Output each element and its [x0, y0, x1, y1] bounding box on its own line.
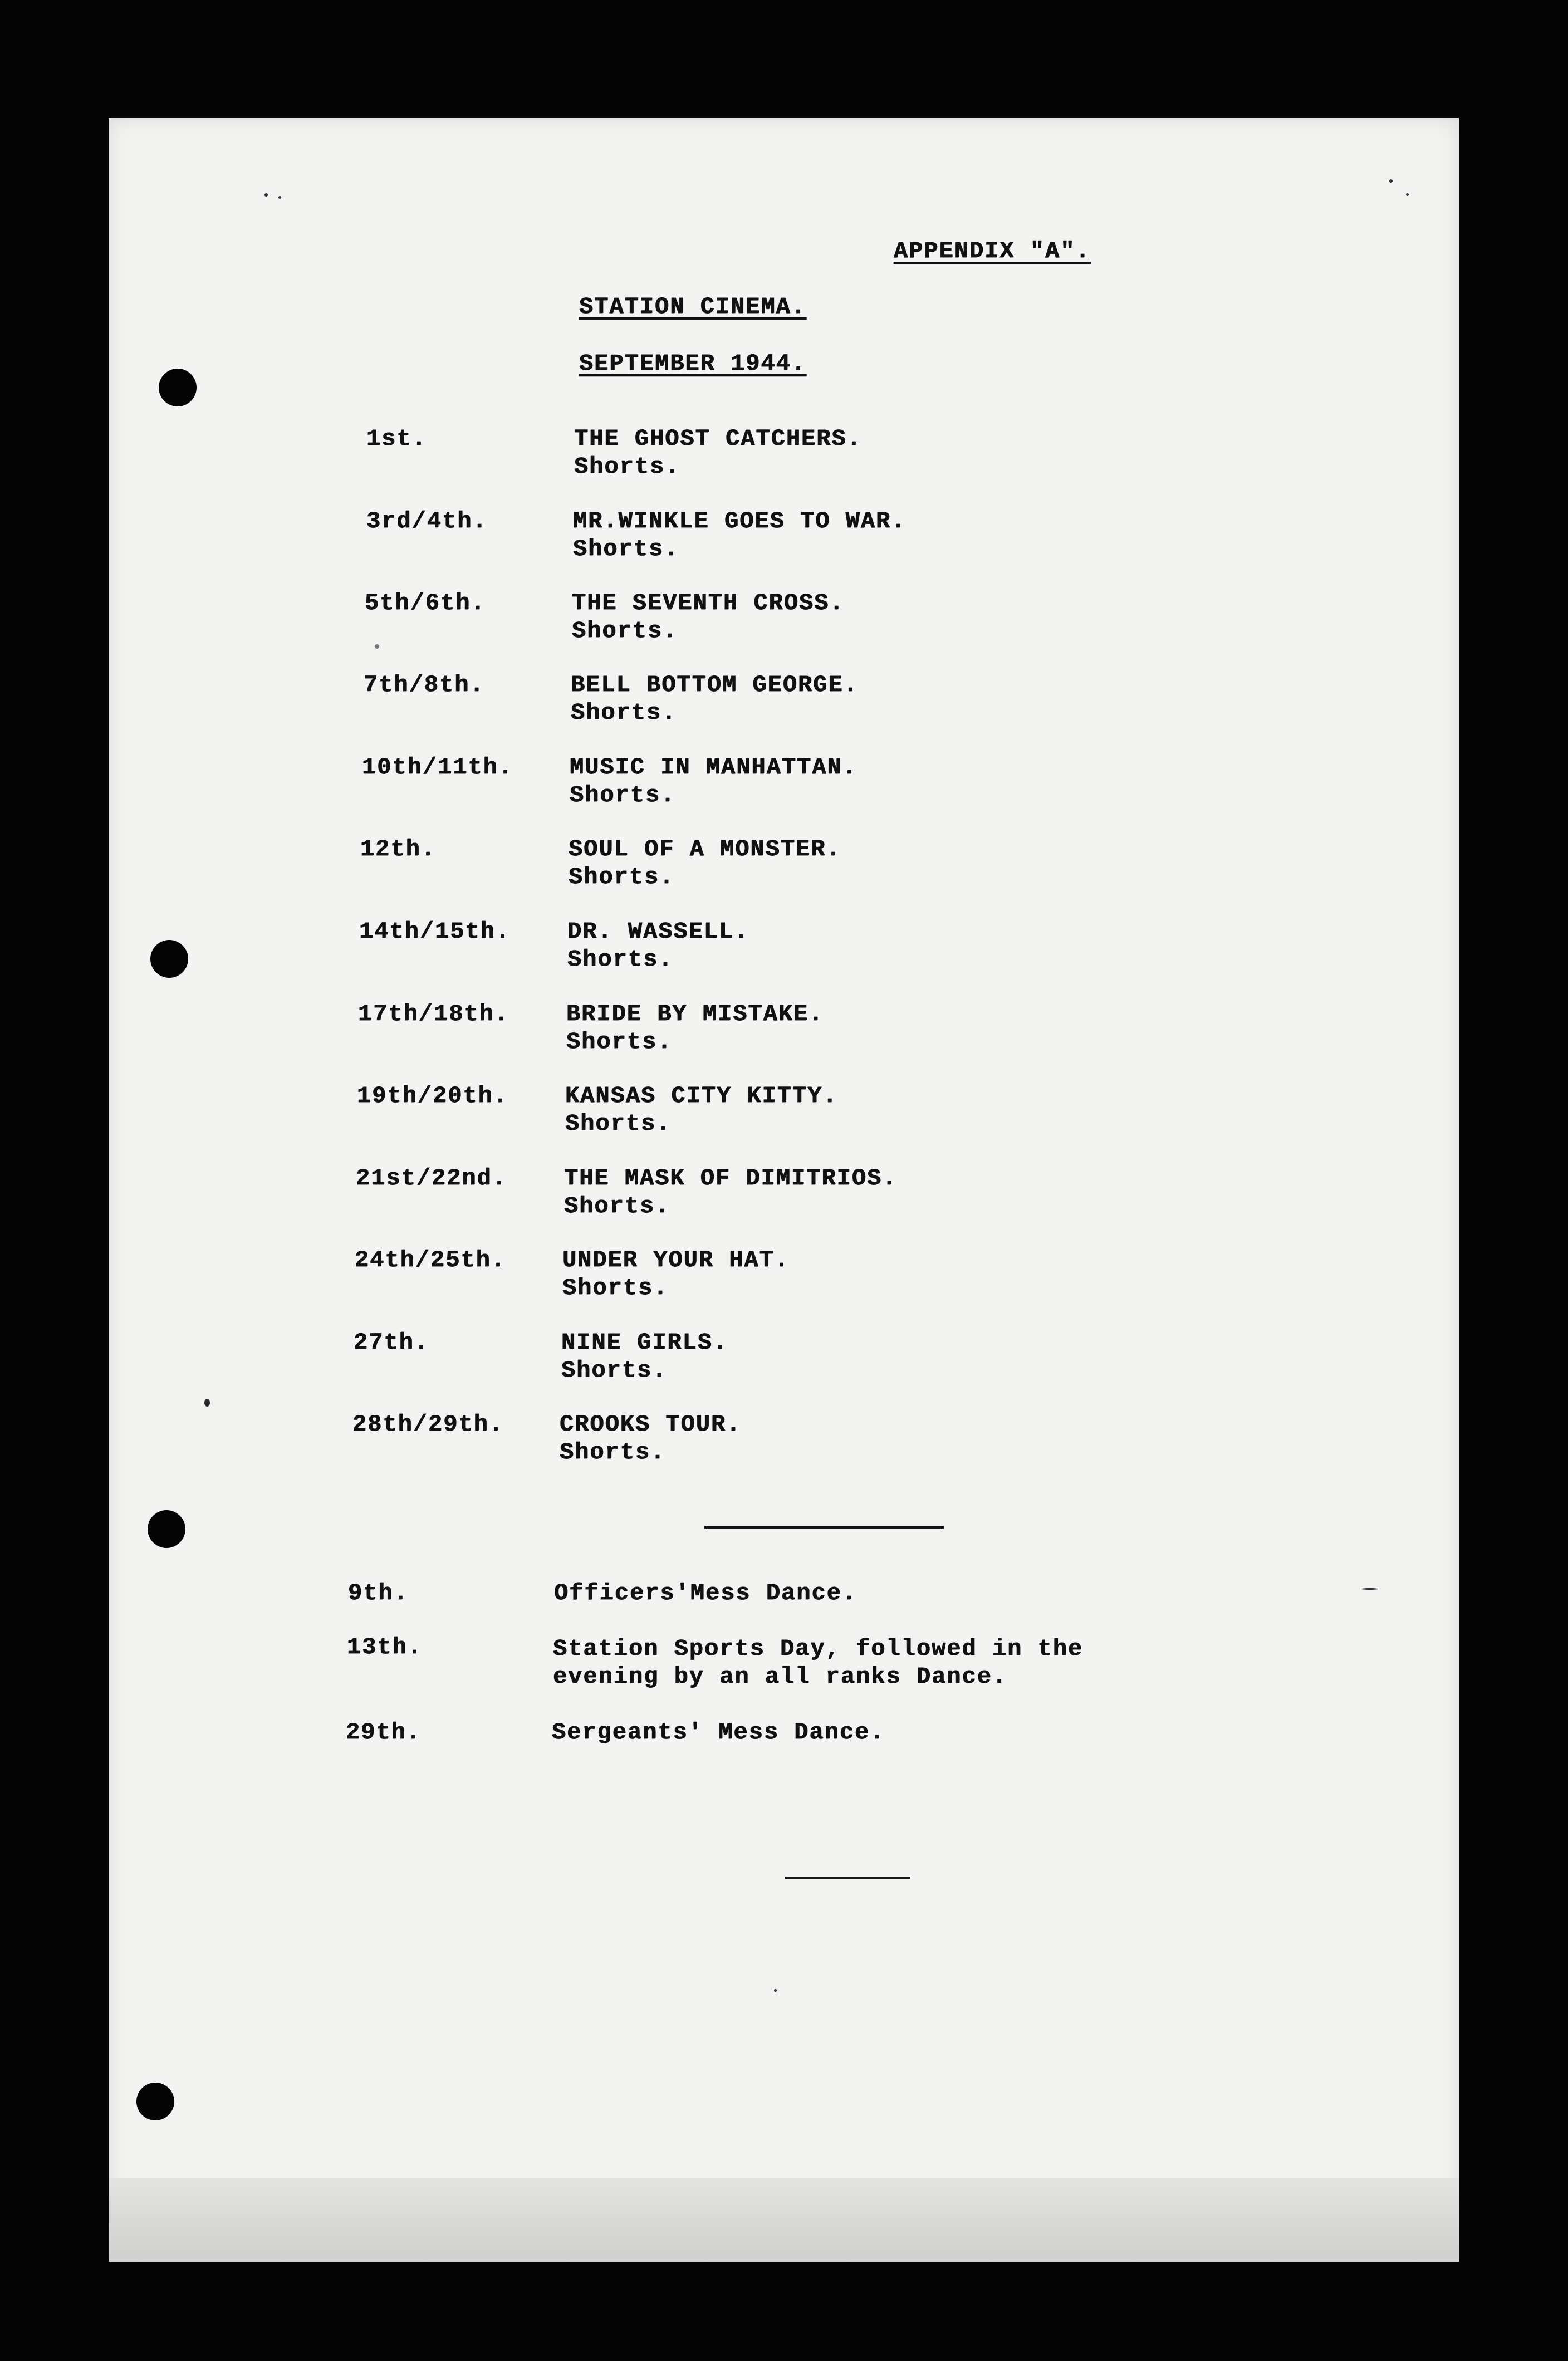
event-description: Station Sports Day, followed in the — [553, 1635, 1084, 1662]
end-divider — [785, 1877, 910, 1879]
document-page — [109, 118, 1459, 2262]
entry-date: 27th. — [354, 1329, 430, 1356]
film-title: MUSIC IN MANHATTAN. — [570, 754, 857, 781]
page-bottom-shade — [109, 2178, 1459, 2262]
film-title: CROOKS TOUR. — [560, 1411, 742, 1438]
film-note: Shorts. — [566, 1028, 673, 1055]
film-title: THE SEVENTH CROSS. — [572, 590, 845, 616]
film-note: Shorts. — [565, 1110, 672, 1137]
film-title: BELL BOTTOM GEORGE. — [571, 672, 859, 698]
film-note: Shorts. — [564, 1193, 670, 1219]
punch-hole — [136, 2083, 174, 2120]
entry-date: 1st. — [366, 425, 427, 452]
entry-date: 7th/8th. — [364, 672, 485, 698]
film-note: Shorts. — [567, 946, 674, 973]
entry-date: 28th/29th. — [352, 1411, 504, 1438]
film-note: Shorts. — [573, 536, 679, 562]
entry-date: 5th/6th. — [365, 590, 486, 616]
film-title: BRIDE BY MISTAKE. — [566, 1001, 824, 1027]
event-description: Officers'Mess Dance. — [554, 1580, 857, 1606]
document-title: STATION CINEMA. — [579, 293, 807, 320]
film-note: Shorts. — [574, 453, 680, 480]
section-divider — [704, 1526, 944, 1529]
film-title: KANSAS CITY KITTY. — [565, 1082, 838, 1109]
event-description-continued: evening by an all ranks Dance. — [553, 1663, 1008, 1690]
film-note: Shorts. — [571, 699, 677, 726]
film-note: Shorts. — [561, 1357, 668, 1384]
entry-date: 17th/18th. — [358, 1001, 510, 1027]
punch-hole — [159, 369, 197, 406]
document-month: SEPTEMBER 1944. — [579, 350, 807, 377]
entry-date: 10th/11th. — [362, 754, 514, 781]
entry-date: 21st/22nd. — [356, 1165, 508, 1192]
appendix-label: APPENDIX "A". — [894, 238, 1091, 264]
film-title: MR.WINKLE GOES TO WAR. — [573, 508, 906, 535]
event-date: 29th. — [346, 1719, 422, 1746]
film-note: Shorts. — [569, 864, 675, 890]
entry-date: 12th. — [360, 836, 437, 863]
film-title: UNDER YOUR HAT. — [562, 1247, 790, 1273]
film-note: Shorts. — [562, 1275, 669, 1301]
entry-date: 24th/25th. — [355, 1247, 507, 1273]
film-title: SOUL OF A MONSTER. — [569, 836, 841, 863]
film-note: Shorts. — [560, 1439, 666, 1466]
event-date: 9th. — [348, 1580, 409, 1606]
entry-date: 19th/20th. — [357, 1082, 509, 1109]
punch-hole — [148, 1510, 185, 1548]
event-description: Sergeants' Mess Dance. — [552, 1719, 885, 1746]
event-date: 13th. — [347, 1634, 423, 1660]
film-note: Shorts. — [570, 782, 676, 809]
film-note: Shorts. — [572, 618, 678, 644]
film-title: THE GHOST CATCHERS. — [574, 425, 862, 452]
punch-hole — [150, 940, 188, 978]
film-title: THE MASK OF DIMITRIOS. — [564, 1165, 898, 1192]
film-title: DR. WASSELL. — [567, 918, 749, 945]
entry-date: 3rd/4th. — [366, 508, 488, 535]
entry-date: 14th/15th. — [359, 918, 511, 945]
film-title: NINE GIRLS. — [561, 1329, 728, 1356]
